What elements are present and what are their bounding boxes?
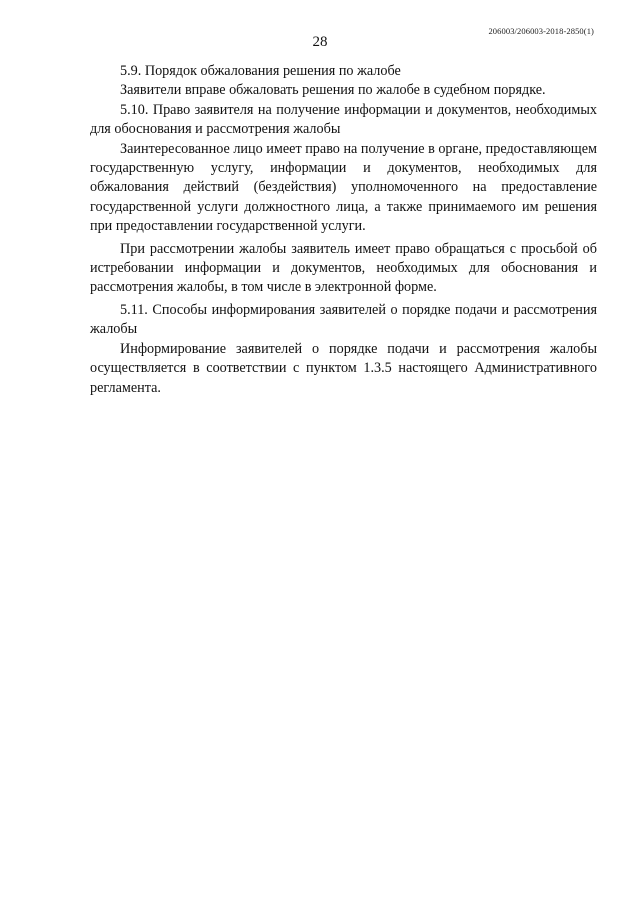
paragraph: Заявители вправе обжаловать решения по жалобе в судебном порядке.: [120, 82, 546, 99]
document-id: 206003/206003-2018-2850(1): [488, 26, 594, 36]
page-number: 28: [312, 34, 328, 50]
section-heading-5-10: 5.10. Право заявителя на получение информации и документов, необходимых для обоснования и рассмотрения жалобы: [90, 101, 597, 138]
paragraph: При рассмотрении жалобы заявитель имеет право обращаться с просьбой об истребовании информации и документов, необходимых для обоснования и рассмотрения жалобы, в том числе в электронной форме.: [90, 240, 597, 296]
section-heading-5-11: 5.11. Способы информирования заявителей о порядке подачи и рассмотрения жалобы: [90, 301, 597, 338]
paragraph: Заинтересованное лицо имеет право на получение в органе, предоставляющем государственную услугу, информации и документов, необходимых для обжалования действий (бездействия) уполномоченного на предоставление государственной услуги должностного лица, а также принимаемого им решения при предоставлении государственной услуги.: [90, 140, 597, 235]
document-body: [90, 62, 597, 398]
paragraph: Информирование заявителей о порядке подачи и рассмотрения жалобы осуществляется в соответствии с пунктом 1.3.5 настоящего Административного регламента.: [90, 340, 597, 396]
section-heading-5-9: 5.9. Порядок обжалования решения по жалобе: [120, 63, 401, 79]
